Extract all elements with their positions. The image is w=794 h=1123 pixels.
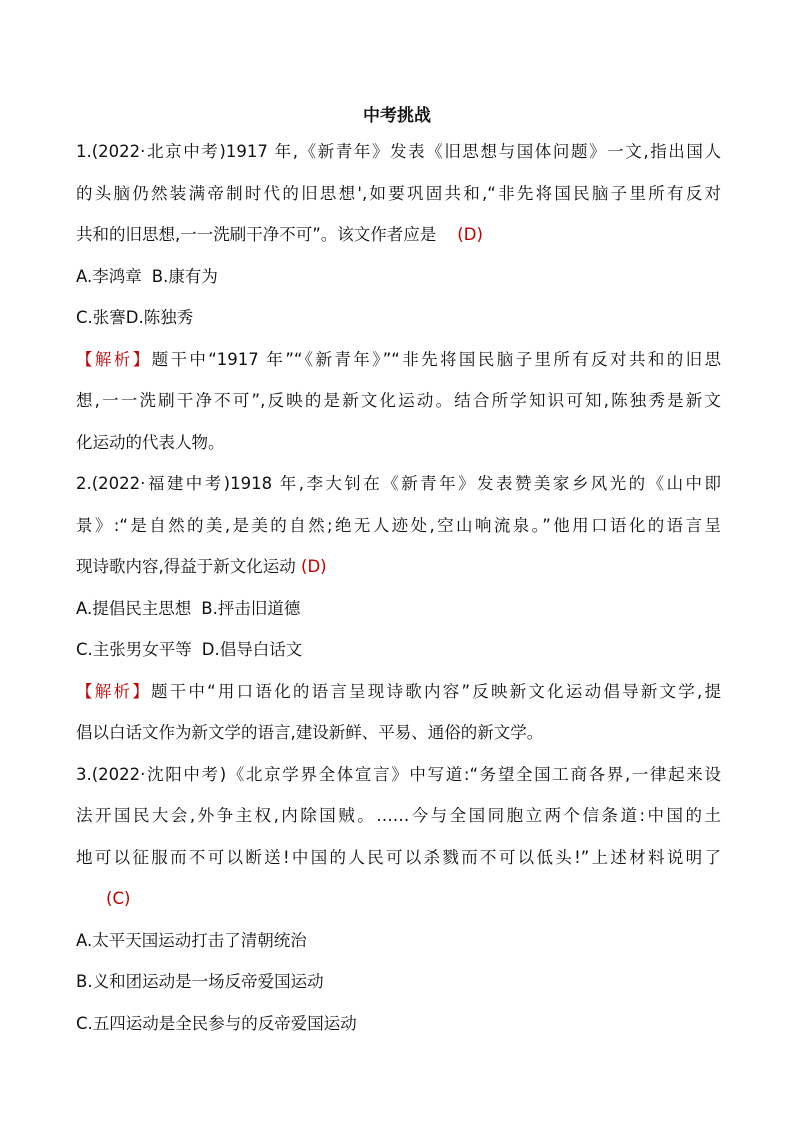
q2-answer: D: [307, 557, 321, 576]
question-list: [76, 131, 721, 1044]
q3-answer-bracket: (C): [106, 889, 131, 908]
q3-answer: C: [112, 889, 124, 908]
q2-stem-text: 现诗歌内容,得益于新文化运动: [76, 557, 296, 576]
q3-answer-line: [76, 878, 721, 920]
q2-options-row-2: [76, 629, 721, 671]
q1-options-row-1: [76, 256, 721, 298]
q3-option-a: A.太平天国运动打击了清朝统治: [76, 930, 307, 950]
q2-analysis-line-2: 倡以白话文作为新文学的语言,建设新鲜、平易、通俗的新文学。: [76, 723, 544, 742]
q2-stem-line-3: [76, 546, 721, 588]
q3-stem-line-2: 法开国民大会,外争主权,内除国贼。……今与全国同胞立两个信条道:中国的土: [76, 806, 721, 825]
q2-analysis-label: 【解析】: [76, 681, 151, 701]
q3-stem-line-1: 3.(2022·沈阳中考)《北京学界全体宣言》中写道:“务望全国工商各界,一律起来设: [76, 764, 721, 784]
q2-option-a: A.提倡民主思想: [76, 598, 192, 618]
q2-options-row-1: [76, 588, 721, 630]
page-title: 中考挑战: [363, 106, 431, 126]
q2-answer-bracket: (D): [301, 557, 327, 576]
q1-option-c: C.张謇: [76, 308, 126, 327]
q1-stem-line-2: 的头脑仍然装满帝制时代的旧思想',如要巩固共和,“非先将国民脑子里所有反对: [76, 183, 721, 203]
q1-stem-text: 共和的旧思想,一一洗刷干净不可”。该文作者应是: [76, 225, 437, 244]
q3-option-b: B.义和团运动是一场反帝爱国运动: [76, 972, 324, 991]
q1-option-d: D.陈独秀: [125, 308, 194, 327]
q2-option-d: D.倡导白话文: [201, 640, 303, 659]
q1-options-row-2: [76, 297, 721, 339]
q1-option-a: A.李鸿章: [76, 266, 142, 286]
q1-answer: D: [463, 225, 477, 244]
q3-stem-line-3: 地可以征服而不可以断送!中国的人民可以杀戮而不可以低头!”上述材料说明了: [76, 847, 721, 867]
q2-stem-line-2: 景》:“是自然的美,是美的自然;绝无人迹处,空山响流泉。”他用口语化的语言呈: [76, 515, 721, 535]
q1-analysis-line-1: [76, 339, 721, 381]
q1-option-b: B.康有为: [151, 266, 218, 286]
q1-analysis-label: 【解析】: [76, 349, 152, 369]
q1-answer-bracket: (D): [457, 225, 483, 244]
q2-analysis-line-1: [76, 671, 721, 713]
q1-analysis-text-1: 题干中“1917 年”“《新青年》”“非先将国民脑子里所有反对共和的旧思: [151, 349, 722, 369]
q2-stem-line-1: 2.(2022·福建中考)1918 年,李大钊在《新青年》发表赞美家乡风光的《山中即: [76, 474, 721, 493]
q2-analysis-text-1: 题干中“用口语化的语言呈现诗歌内容”反映新文化运动倡导新文学,提: [150, 681, 722, 701]
q1-analysis-line-2: 想,一一洗刷干净不可”,反映的是新文化运动。结合所学知识可知,陈独秀是新文: [76, 391, 721, 410]
q2-option-b: B.抨击旧道德: [201, 598, 301, 618]
q1-analysis-line-3: 化运动的代表人物。: [76, 432, 225, 452]
q1-stem-line-1: 1.(2022·北京中考)1917 年,《新青年》发表《旧思想与国体问题》一文,指出国人: [76, 142, 721, 161]
q3-option-c: C.五四运动是全民参与的反帝爱国运动: [76, 1013, 357, 1033]
q2-option-c: C.主张男女平等: [76, 640, 192, 659]
q1-stem-line-3: [76, 214, 721, 256]
